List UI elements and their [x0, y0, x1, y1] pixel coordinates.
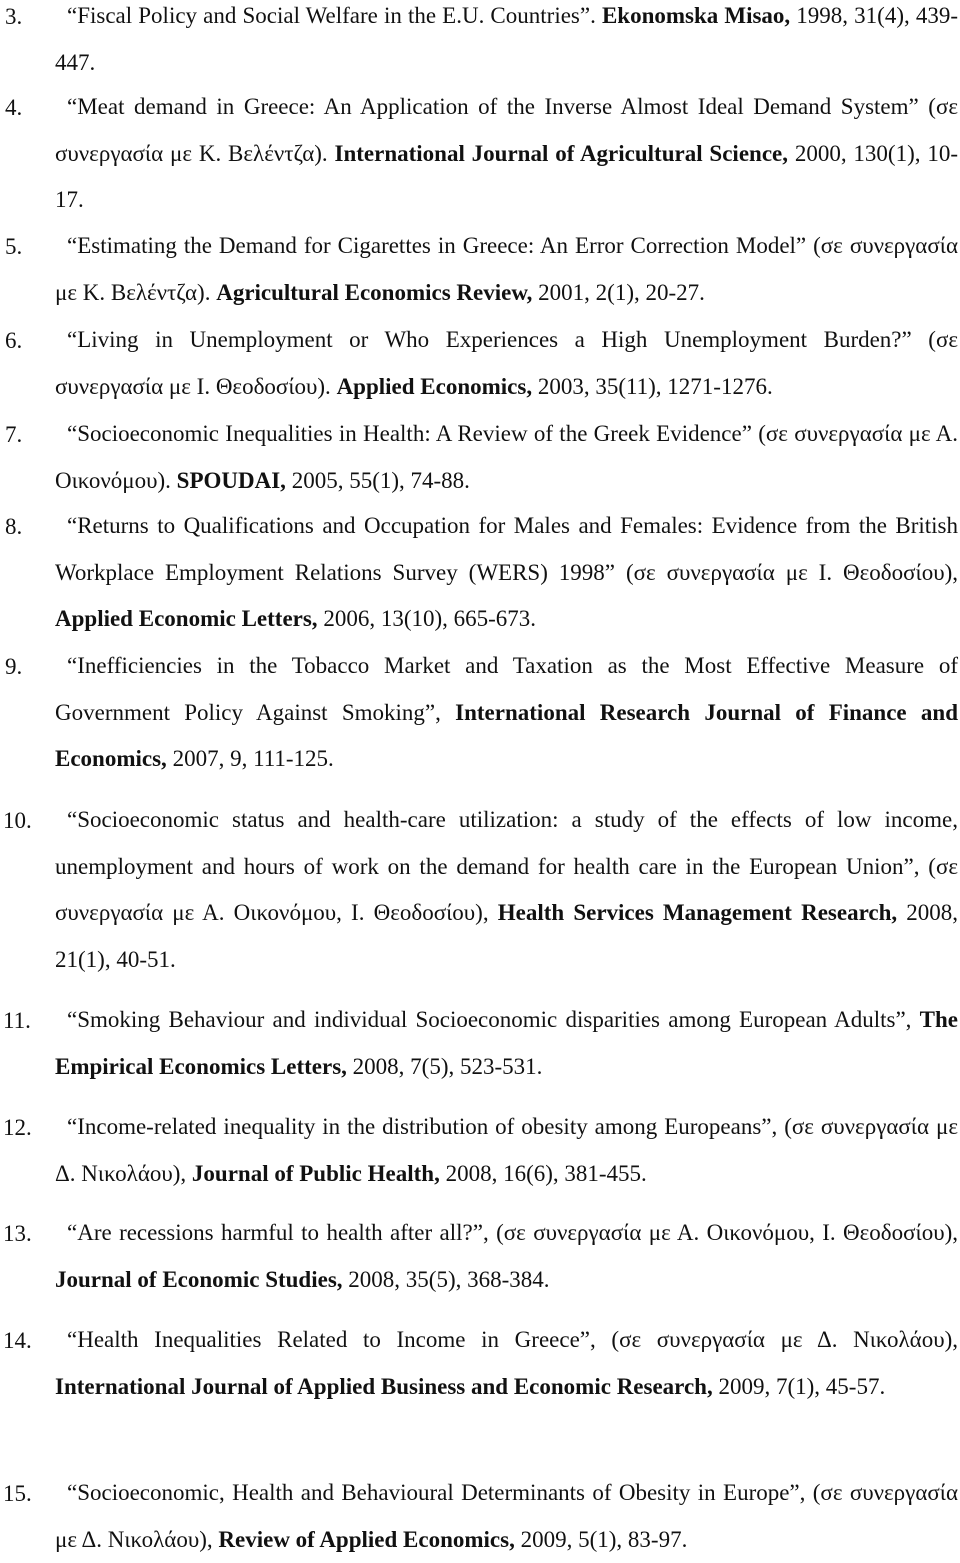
entry-title: “Are recessions harmful to health after all?”, — [67, 1220, 489, 1245]
entry-number: 14. — [3, 1328, 32, 1353]
entry-journal: Journal of Economic Studies, — [55, 1266, 343, 1292]
entry-number: 12. — [3, 1115, 32, 1140]
entry-details: 2008, 16(6), 381-455. — [445, 1160, 647, 1186]
publication-entry-9 — [0, 643, 958, 783]
entry-title: “Fiscal Policy and Social Welfare in the E.U. Countries”. — [67, 3, 596, 28]
publication-entry-12 — [0, 1104, 958, 1197]
entry-text — [55, 223, 958, 316]
entry-collaboration: (σε συνεργασία με Α. Οικονόμου, Ι. Θεοδοσίου), — [55, 853, 958, 925]
publication-entry-7 — [0, 411, 958, 504]
entry-number: 6. — [5, 328, 23, 353]
publication-entry-6 — [0, 317, 958, 410]
entry-journal: International Journal of Applied Business and Economic Research, — [55, 1373, 713, 1399]
entry-journal: Journal of Public Health, — [191, 1160, 440, 1186]
entry-title: “Smoking Behaviour and individual Socioeconomic disparities among European Adults”, — [67, 1007, 912, 1032]
entry-title: “Socioeconomic Inequalities in Health: A Review of the Greek Evidence” — [67, 421, 752, 446]
entry-text — [55, 1317, 958, 1410]
entry-collaboration: (σε συνεργασία με Α. Οικονόμου, Ι. Θεοδοσίου), — [496, 1220, 959, 1245]
entry-text — [55, 0, 958, 86]
entry-number: 7. — [5, 422, 23, 447]
entry-title: “Inefficiencies in the Tobacco Market and Taxation as the Most Effective Measure of Government Policy Against Smoking”, — [55, 653, 958, 725]
entry-journal: SPOUDAI, — [176, 467, 286, 493]
entry-journal: Ekonomska Misao, — [601, 3, 791, 28]
entry-number: 10. — [3, 808, 32, 833]
entry-title: “Socioeconomic status and health-care utilization: a study of the effects of low income, unemployment and hours of work on the demand for health care in the European Union”, — [55, 807, 958, 879]
entry-collaboration: (σε συνεργασία με Α. Οικονόμου). — [55, 421, 959, 493]
entry-details: 2008, 35(5), 368-384. — [348, 1266, 550, 1292]
entry-text — [55, 997, 958, 1090]
entry-details: 1998, 31(4), 439-447. — [55, 3, 958, 75]
entry-details: 2008, 7(5), 523-531. — [352, 1053, 543, 1079]
entry-title: “Income-related inequality in the distribution of obesity among Europeans”, — [67, 1114, 778, 1139]
entry-details: 2006, 13(10), 665-673. — [323, 606, 537, 631]
entry-collaboration: (σε συνεργασία με Κ. Βελέντζα). — [55, 94, 959, 166]
entry-number: 9. — [5, 654, 23, 679]
publication-entry-14 — [0, 1317, 958, 1410]
entry-number: 4. — [5, 95, 23, 120]
publication-entry-8 — [0, 503, 958, 643]
entry-details: 2007, 9, 111-125. — [172, 746, 334, 771]
entry-collaboration: (σε συνεργασία με Κ. Βελέντζα). — [55, 233, 958, 305]
entry-journal: International Journal of Agricultural Science, — [334, 140, 788, 166]
publication-entry-10 — [0, 797, 958, 983]
entry-details: 2001, 2(1), 20-27. — [538, 279, 705, 305]
entry-collaboration: (σε συνεργασία με Ι. Θεοδοσίου), — [625, 559, 958, 585]
entry-title: “Returns to Qualifications and Occupation for Males and Females: Evidence from the British Workplace Employment Relations Survey (WERS) 1998” — [55, 513, 958, 585]
entry-text — [55, 411, 958, 504]
entry-journal: International Research Journal of Finance and Economics, — [55, 699, 958, 771]
entry-text — [55, 797, 958, 983]
publication-entry-15 — [0, 1470, 958, 1563]
entry-title: “Meat demand in Greece: An Application of the Inverse Almost Ideal Demand System” — [67, 94, 919, 119]
entry-journal: Agricultural Economics Review, — [216, 279, 533, 305]
entry-details: 2008, 21(1), 40-51. — [55, 900, 959, 972]
entry-number: 3. — [5, 4, 23, 29]
publication-entry-11 — [0, 997, 958, 1090]
publication-entry-13 — [0, 1210, 958, 1303]
entry-collaboration: (σε συνεργασία με Δ. Νικολάου), — [55, 1114, 958, 1186]
entry-details: 2000, 130(1), 10-17. — [55, 140, 959, 212]
entry-text — [55, 1210, 958, 1303]
publication-entry-3 — [0, 0, 958, 86]
entry-details: 2009, 7(1), 45-57. — [718, 1373, 886, 1399]
entry-number: 13. — [3, 1221, 32, 1246]
entry-title: “Living in Unemployment or Who Experiences a High Unemployment Burden?” — [67, 327, 912, 352]
entry-text — [55, 1470, 958, 1563]
entry-title: “Health Inequalities Related to Income in Greece”, — [67, 1327, 596, 1352]
entry-journal: Applied Economics, — [336, 373, 533, 399]
entry-collaboration: (σε συνεργασία με Ι. Θεοδοσίου). — [55, 327, 959, 399]
entry-text — [55, 317, 958, 410]
entry-details: 2003, 35(11), 1271-1276. — [537, 373, 773, 399]
entry-details: 2009, 5(1), 83-97. — [520, 1526, 688, 1552]
publication-entry-4 — [0, 84, 958, 224]
entry-text — [55, 1104, 958, 1197]
entry-number: 8. — [5, 514, 23, 539]
entry-number: 15. — [3, 1481, 32, 1506]
entry-journal: Health Services Management Research, — [497, 900, 898, 925]
entry-collaboration: (σε συνεργασία με Δ. Νικολάου), — [55, 1480, 959, 1552]
entry-number: 5. — [5, 234, 23, 259]
entry-text — [55, 643, 958, 783]
entry-journal: Applied Economic Letters, — [55, 606, 318, 631]
entry-collaboration: (σε συνεργασία με Δ. Νικολάου), — [611, 1327, 959, 1352]
entry-title: “Estimating the Demand for Cigarettes in Greece: An Error Correction Model” — [67, 233, 807, 258]
entry-number: 11. — [3, 1008, 31, 1033]
entry-text — [55, 84, 958, 224]
entry-text — [55, 503, 958, 643]
entry-journal: The Empirical Economics Letters, — [55, 1007, 959, 1079]
entry-title: “Socioeconomic, Health and Behavioural Determinants of Obesity in Europe”, — [67, 1480, 806, 1505]
publication-entry-5 — [0, 223, 958, 316]
entry-details: 2005, 55(1), 74-88. — [291, 467, 470, 493]
entry-journal: Review of Applied Economics, — [218, 1526, 515, 1552]
